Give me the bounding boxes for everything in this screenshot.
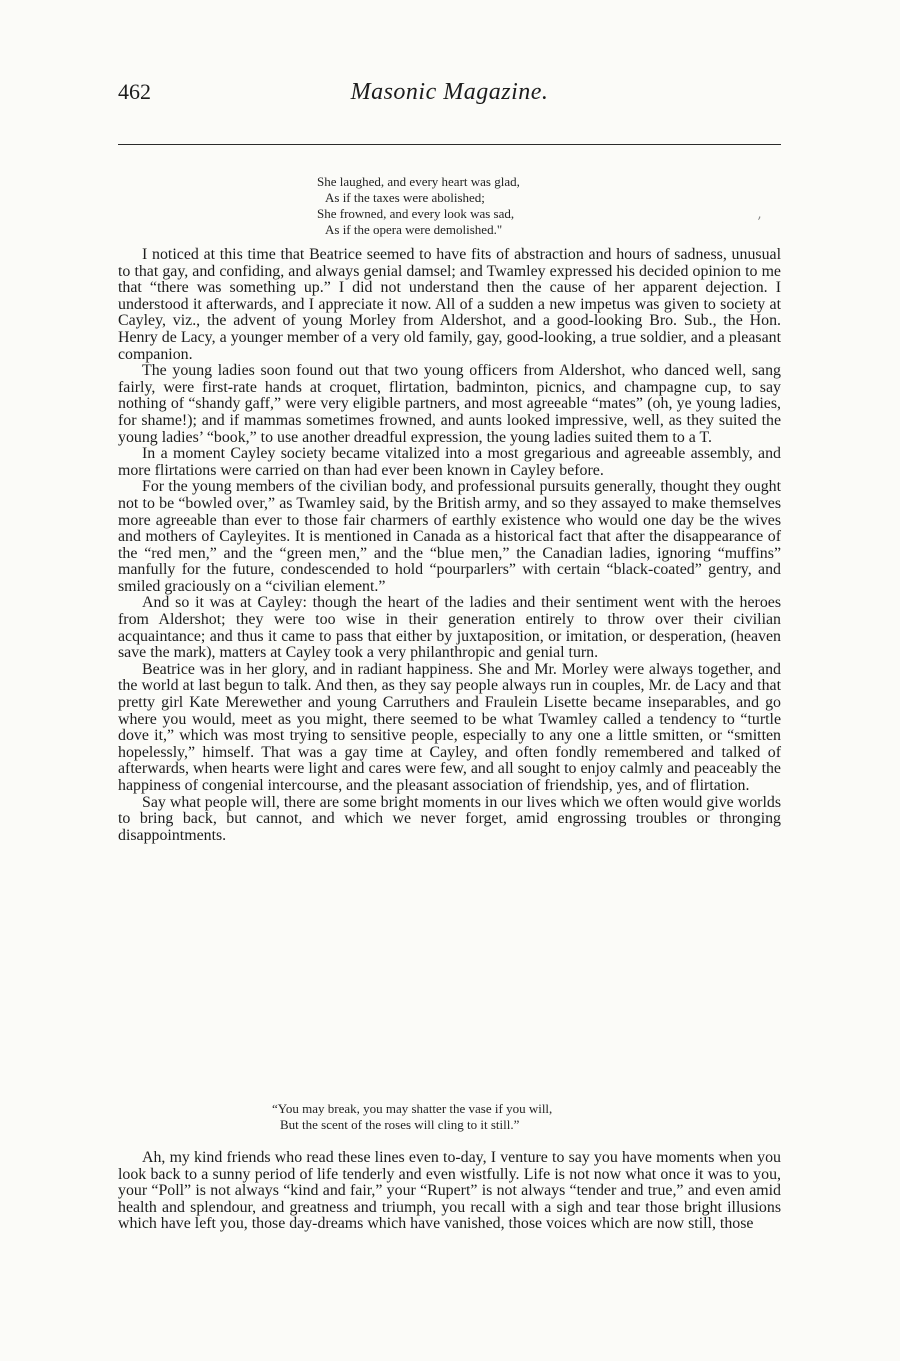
verse-line: As if the taxes were abolished; — [325, 190, 485, 205]
verse-line: But the scent of the roses will cling to it still.” — [280, 1117, 520, 1132]
paragraph: The young ladies soon found out that two young officers from Aldershot, who danced well, sang fairly, were first-rate hands at croquet, flirtation, badminton, picnics, and champagne cup, to say nothing of “shandy gaff,” were very eligible partners, and most agreeable “mates” (oh, ye young ladies, for shame!); and if mammas sometimes frowned, and aunts looked impressive, well, as they suited the young ladies’ “book,” to use another dreadful expression, the young ladies suited them to a T. — [118, 362, 781, 446]
opening-verse — [317, 174, 520, 238]
page-header — [118, 78, 781, 112]
body-text — [118, 247, 781, 844]
paragraph: In a moment Cayley society became vitalized into a most gregarious and agreeable assembly, and more flirtations were carried on than had ever been known in Cayley before. — [118, 445, 781, 479]
body-text-continued — [118, 1150, 781, 1233]
quoted-couplet — [272, 1101, 552, 1133]
header-rule — [118, 144, 781, 145]
page-number: 462 — [118, 79, 151, 104]
paragraph: For the young members of the civilian body, and professional pursuits generally, thought they ought not to be “bowled over,” as Twamley said, by the British army, and so they assayed to make themselves more agreeable than ever to those fair charmers of earthly existence who would one day be the wives and mothers of Cayleyites. It is mentioned in Canada as a historical fact that after the disappearance of the “red men,” and the “green men,” and the “blue men,” the Canadian ladies, ignoring “muffins” manfully for the future, condescended to hold “pourparlers” with certain “black-coated” gentry, and smiled graciously on a “civilian element.” — [118, 478, 781, 595]
verse-line: She laughed, and every heart was glad, — [317, 174, 520, 189]
scan-speck: ’ — [757, 215, 762, 231]
verse-line: As if the opera were demolished." — [325, 222, 503, 237]
paragraph: Ah, my kind friends who read these lines even to-day, I venture to say you have moments when you look back to a sunny period of life tenderly and even wistfully. Life is not now what once it was to you, your “Poll” is not always “kind and fair,” your “Rupert” is not always “tender and true,” and even amid health and splendour, and greatness and triumph, you recall with a sigh and tear those bright illusions which have left you, those day-dreams which have vanished, those voices which are now still, those — [118, 1149, 781, 1233]
paragraph: Beatrice was in her glory, and in radiant happiness. She and Mr. Morley were always together, and the world at last begun to talk. And then, as they say people always run in couples, Mr. de Lacy and that pretty girl Kate Merewether and young Carruthers and Fraulein Lisette became inseparables, and go where you would, meet as you might, there seemed to be what Twamley called a tendency to “turtle dove it,” which was most trying to sensitive people, especially to any one a little smitten, or “smitten hopelessly,” himself. That was a gay time at Cayley, and often fondly remembered and talked of afterwards, when hearts were light and cares were few, and all sought to enjoy calmly and peaceably the happiness of congenial intercourse, and the pleasant association of friendship, yes, and of flirtation. — [118, 660, 781, 794]
paragraph: I noticed at this time that Beatrice seemed to have fits of abstraction and hours of sadness, unusual to that gay, and confiding, and always genial damsel; and Twamley expressed his decided opinion to me that “there was something up.” I did not understand then the cause of her apparent dejection. I understood it afterwards, and I appreciate it now. All of a sudden a new impetus was given to society at Cayley, viz., the advent of young Morley from Aldershot, and a good-looking Bro. Sub., the Hon. Henry de Lacy, a younger member of a very old family, gay, good-looking, a true soldier, and a pleasant companion. — [118, 246, 781, 363]
paragraph: Say what people will, there are some bright moments in our lives which we often would give worlds to bring back, but cannot, and which we never forget, amid engrossing troubles or thronging disappointments. — [118, 793, 781, 844]
running-title: Masonic Magazine. — [350, 79, 549, 105]
paragraph: And so it was at Cayley: though the heart of the ladies and their sentiment went with the heroes from Aldershot; they were too wise in their generation entirely to throw over their civilian acquaintance; and thus it came to pass that either by juxtaposition, or imitation, or desperation, (heaven save the mark), matters at Cayley took a very philanthropic and genial turn. — [118, 594, 781, 662]
verse-line: She frowned, and every look was sad, — [317, 206, 515, 221]
verse-line: “You may break, you may shatter the vase if you will, — [272, 1101, 553, 1116]
